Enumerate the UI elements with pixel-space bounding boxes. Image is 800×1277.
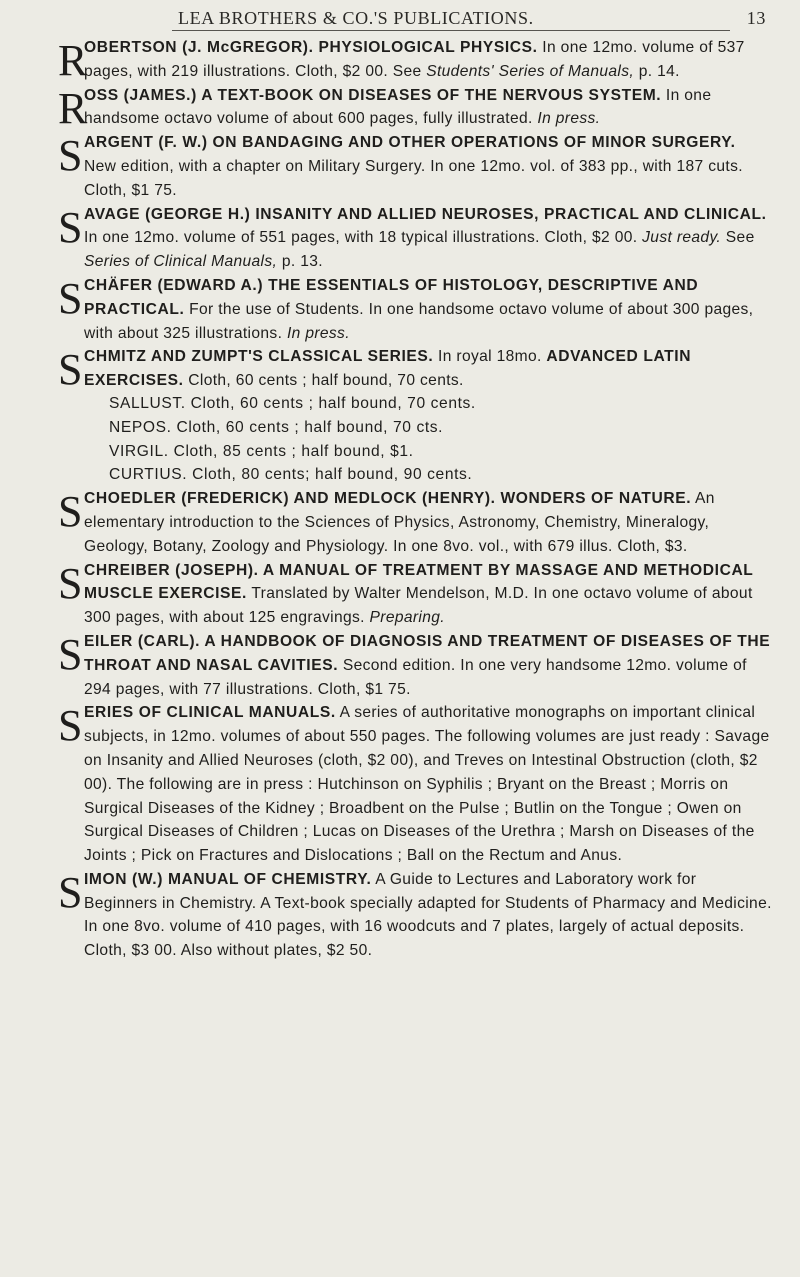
entry-description: Translated by Walter Mendelson, M.D. In one octavo volume of about 300 pages, with about 125 engravings. [84, 585, 753, 627]
entry-status: Just ready. [642, 229, 722, 247]
entry-series-ref: Series of Clinical Manuals, [84, 253, 278, 271]
drop-initial: S [58, 629, 83, 679]
catalog-entry-clinical-manuals [58, 701, 772, 868]
entry-heading: OSS (JAMES.) A TEXT-BOOK ON DISEASES OF THE NERVOUS SYSTEM. [84, 86, 662, 104]
sub-title-list [84, 392, 772, 487]
drop-initial: S [58, 345, 83, 395]
catalog-entry-schafer [58, 274, 772, 345]
entry-series-ref: Students' Series of Manuals, [426, 62, 635, 80]
entry-status: In press. [286, 324, 350, 342]
entry-description: A Guide to Lectures and Laboratory work for Beginners in Chemistry. A Text-book specially adapted for Students of Pharmacy and Medicine. In one 8vo. volume of 410 pages, with 16 woodcuts and 7 plates, largely of actual deposits. Cloth, $3 00. Also without plates, $2 50. [84, 870, 772, 960]
entry-page-ref: p. 14. [634, 62, 680, 80]
catalog-entry-ross [58, 84, 772, 132]
catalog-entry-simon [58, 868, 772, 963]
entry-page-ref: p. 13. [277, 253, 323, 271]
entry-heading: CHREIBER (JOSEPH). A MANUAL OF TREATMENT BY MASSAGE AND METHODICAL MUSCLE EXERCISE. [84, 561, 754, 603]
catalog-entry-seiler [58, 630, 772, 701]
entry-description: A series of authoritative monographs on important clinical subjects, in 12mo. volumes of about 550 pages. The following volumes are just ready : Savage on Insanity and Allied Neuroses (cloth, $2 00), and Treves on Intestinal Obstruction (cloth, $2 00). The following are in press : Hutchinson on Syphilis ; Bryant on the Breast ; Morris on Surgical Diseases of the Kidney ; Broadbent on the Pulse ; Butlin on the Tongue ; Owen on Surgical Diseases of Children ; Lucas on Diseases of the Urethra ; Marsh on Diseases of the Joints ; Pick on Fractures and Dislocations ; Ball on the Rectum and Anus. [84, 704, 770, 865]
entry-description: In one 12mo. volume of 537 pages, with 219 illustrations. Cloth, $2 00. See [84, 39, 745, 80]
drop-initial: S [58, 273, 83, 323]
sub-title-curtius: CURTIUS. Cloth, 80 cents; half bound, 90 cents. [109, 466, 473, 484]
entry-subtitle: ADVANCED LATIN EXERCISES. [84, 348, 692, 390]
entry-format: In royal 18mo. [433, 348, 547, 366]
entry-status: In press. [537, 110, 601, 128]
catalog-entry-schmitz-zumpt [58, 345, 772, 487]
catalog-entry-schoedler-medlock [58, 487, 772, 558]
catalog-entry-robertson [58, 36, 772, 84]
catalog-entry-schreiber [58, 559, 772, 630]
drop-initial: S [58, 867, 83, 917]
catalog-entry-savage [58, 203, 772, 274]
sub-title-nepos: NEPOS. Cloth, 60 cents ; half bound, 70 cts. [109, 418, 444, 436]
entry-heading: OBERTSON (J. McGREGOR). PHYSIOLOGICAL PHYSICS. [84, 39, 538, 56]
entry-heading: IMON (W.) MANUAL OF CHEMISTRY. [84, 870, 372, 888]
entry-heading: CHMITZ AND ZUMPT'S CLASSICAL SERIES. [84, 348, 434, 366]
page-number: 13 [746, 8, 766, 28]
entry-description: In one 12mo. volume of 551 pages, with 18 typical illustrations. Cloth, $2 00. [84, 229, 643, 247]
entry-heading: EILER (CARL). A HANDBOOK OF DIAGNOSIS AND TREATMENT OF DISEASES OF THE THROAT AND NASAL CAVITIES. [84, 632, 771, 674]
catalog-entries [58, 36, 772, 963]
header-rule [172, 30, 730, 31]
entry-price: Cloth, 60 cents ; half bound, 70 cents. [183, 372, 464, 390]
drop-initial: S [58, 131, 83, 181]
catalog-entry-sargent [58, 131, 772, 202]
entry-description: Second edition. In one very handsome 12mo. volume of 294 pages, with 77 illustrations. Cloth, $1 75. [84, 656, 747, 698]
entry-see: See [721, 229, 755, 247]
entry-description: An elementary introduction to the Sciences of Physics, Astronomy, Chemistry, Mineralogy, Geology, Botany, Zoology and Physiology. In one 8vo. vol., with 679 illus. Cloth, $3. [84, 490, 715, 555]
running-head-title: LEA BROTHERS & CO.'S PUBLICATIONS. [178, 8, 534, 28]
entry-heading: ARGENT (F. W.) ON BANDAGING AND OTHER OPERATIONS OF MINOR SURGERY. [84, 134, 736, 152]
entry-heading: CHÄFER (EDWARD A.) THE ESSENTIALS OF HISTOLOGY, DESCRIPTIVE AND PRACTICAL. [84, 276, 699, 318]
drop-initial: R [58, 83, 88, 133]
running-head [150, 6, 770, 32]
drop-initial: S [58, 558, 83, 608]
drop-initial: S [58, 202, 83, 252]
entry-description: For the use of Students. In one handsome octavo volume of about 300 pages, with about 325 illustrations. [84, 300, 754, 342]
entry-description: In one handsome octavo volume of about 600 pages, fully illustrated. [84, 86, 712, 128]
entry-heading: CHOEDLER (FREDERICK) AND MEDLOCK (HENRY). WONDERS OF NATURE. [84, 490, 692, 508]
entry-heading: ERIES OF CLINICAL MANUALS. [84, 704, 336, 722]
sub-title-virgil: VIRGIL. Cloth, 85 cents ; half bound, $1. [109, 442, 414, 460]
sub-title-sallust: SALLUST. Cloth, 60 cents ; half bound, 70 cents. [109, 394, 476, 412]
entry-description: New edition, with a chapter on Military Surgery. In one 12mo. vol. of 383 pp., with 187 cuts. Cloth, $1 75. [84, 157, 743, 199]
entry-status: Preparing. [369, 609, 445, 627]
drop-initial: S [58, 487, 83, 537]
entry-heading: AVAGE (GEORGE H.) INSANITY AND ALLIED NEUROSES, PRACTICAL AND CLINICAL. [84, 205, 767, 223]
drop-initial: S [58, 701, 83, 751]
drop-initial: R [58, 36, 88, 85]
